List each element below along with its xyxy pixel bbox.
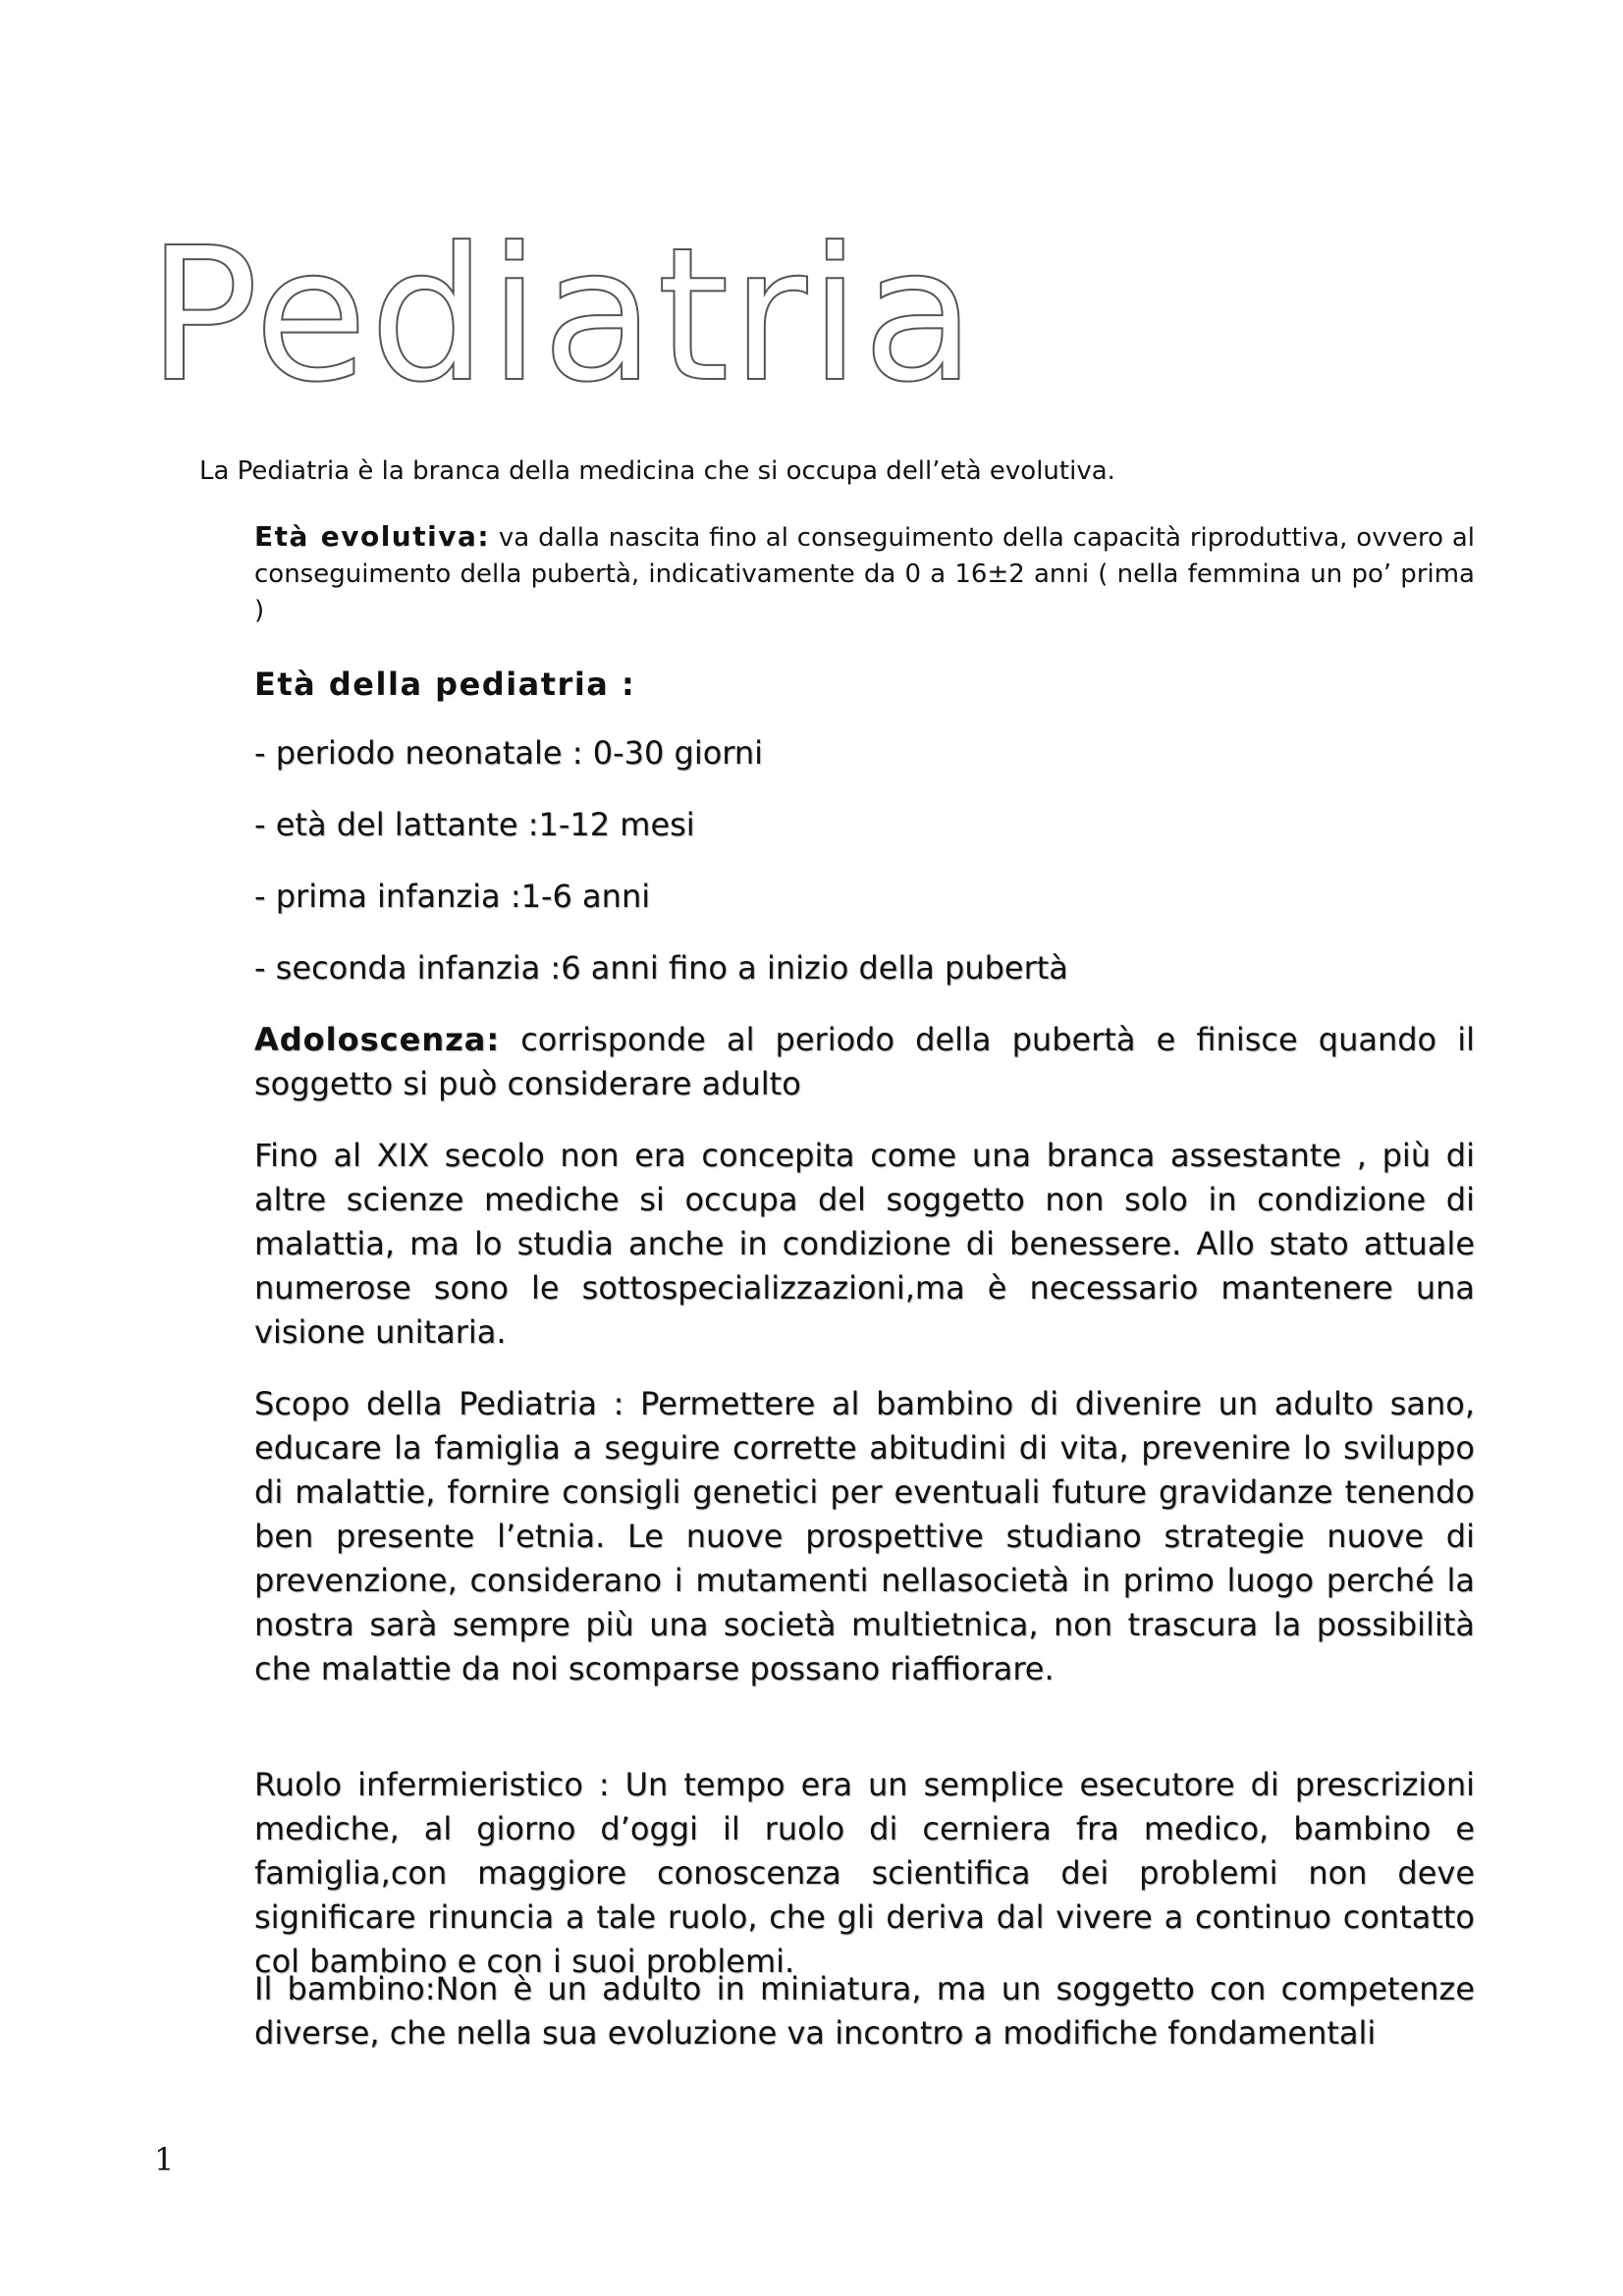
eta-evolutiva-paragraph [254,518,1475,629]
period-item: - prima infanzia :1-6 anni [254,878,651,915]
adolescenza-text: corrisponde al periodo della pubertà e finisce quando il soggetto si può considerare adulto [254,1021,1475,1102]
period-item: - età del lattante :1-12 mesi [254,806,695,843]
eta-evolutiva-text: va dalla nascita fino al conseguimento della capacità riproduttiva, ovvero al conseguimento della pubertà, indicativamente da 0 a 16±2 anni ( nella femmina un po’ prima ) [254,523,1475,625]
eta-pediatria-heading: Età della pediatria : [254,666,636,703]
history-paragraph: Fino al XIX secolo non era concepita come una branca assestante , più di altre scienze mediche si occupa del soggetto non solo in condizione di malattia, ma lo studia anche in condizione di benessere. Allo stato attuale numerose sono le sottospecializzazioni,ma è necessario mantenere una visione unitaria. [254,1137,1475,1351]
adolescenza-paragraph [254,1018,1475,1106]
child-paragraph: Il bambino:Non è un adulto in miniatura, ma un soggetto con competenze diverse, che nella sua evoluzione va incontro a modifiche fondamentali [254,1970,1475,2052]
period-item: - periodo neonatale : 0-30 giorni [254,734,764,772]
page-number: 1 [154,2141,175,2178]
nursing-paragraph: Ruolo infermieristico : Un tempo era un semplice esecutore di prescrizioni mediche, al giorno d’oggi il ruolo di cerniera fra medico, bambino e famiglia,con maggiore conoscenza scientifica dei problemi non deve significare rinuncia a tale ruolo, che gli deriva dal vivere a continuo contatto col bambino e con i suoi problemi. [254,1766,1475,1980]
adolescenza-label: Adoloscenza: [254,1021,501,1058]
period-item: - seconda infanzia :6 anni fino a inizio della pubertà [254,949,1068,987]
intro-paragraph: La Pediatria è la branca della medicina che si occupa dell’età evolutiva. [199,456,1115,486]
eta-evolutiva-label: Età evolutiva: [254,520,491,553]
document-title: Pediatria [147,208,978,423]
scope-paragraph: Scopo della Pediatria : Permettere al bambino di divenire un adulto sano, educare la famiglia a seguire corrette abitudini di vita, prevenire lo sviluppo di malattie, fornire consigli genetici per eventuali future gravidanze tenendo ben presente l’etnia. Le nuove prospettive studiano strategie nuove di prevenzione, considerano i mutamenti nellasocietà in primo luogo perché la nostra sarà sempre più una società multietnica, non trascura la possibilità che malattie da noi scomparse possano riaffiorare. [254,1385,1475,1687]
